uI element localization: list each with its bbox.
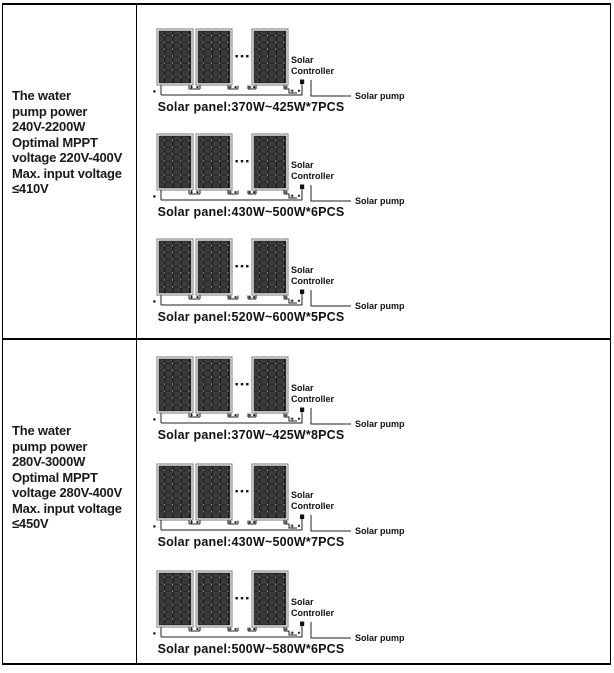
spec-line: Max. input voltage [12, 500, 122, 516]
spec-line: pump power [12, 103, 88, 119]
solar-controller-label: Controller [291, 608, 335, 618]
solar-pump-label: Solar pump [355, 633, 405, 643]
solar-pump-label: Solar pump [355, 196, 405, 206]
diagram-cell [137, 5, 610, 338]
spec-line: voltage 280V-400V [12, 485, 123, 500]
spec-line: Max. input voltage [12, 165, 122, 181]
solar-array-diagram [139, 132, 459, 225]
solar-pump-label: Solar pump [355, 526, 405, 536]
solar-controller-label: Solar [291, 55, 314, 65]
solar-array-diagram [139, 27, 459, 120]
spec-line: The water [12, 88, 71, 103]
solar-controller-label: Solar [291, 265, 314, 275]
pump-spec-text [12, 423, 132, 532]
spec-line: 240V-2200W [12, 119, 86, 134]
table-row [3, 5, 610, 340]
panel-array-label: Solar panel:500W~580W*6PCS [157, 642, 345, 656]
solar-controller-label: Solar [291, 160, 314, 170]
spec-line: ≤450V [12, 516, 49, 531]
spec-line: Optimal MPPT [12, 134, 98, 150]
panel-array-label: Solar panel:430W~500W*6PCS [157, 205, 345, 219]
spec-table [2, 3, 611, 665]
spec-line: pump power [12, 438, 88, 454]
table-row [3, 340, 610, 663]
panel-array-label: Solar panel:370W~425W*8PCS [157, 428, 345, 442]
spec-cell [3, 340, 137, 663]
pump-spec-text [12, 88, 132, 197]
solar-controller-label: Controller [291, 276, 335, 286]
diagram-cell [137, 340, 610, 663]
spec-line: 280V-3000W [12, 454, 86, 469]
solar-pump-label: Solar pump [355, 91, 405, 101]
solar-controller-label: Solar [291, 597, 314, 607]
panel-array-label: Solar panel:430W~500W*7PCS [157, 535, 345, 549]
spec-line: Optimal MPPT [12, 469, 98, 485]
solar-pump-label: Solar pump [355, 301, 405, 311]
spec-line: The water [12, 423, 71, 438]
solar-controller-label: Controller [291, 394, 335, 404]
spec-line: voltage 220V-400V [12, 150, 123, 165]
panel-array-label: Solar panel:370W~425W*7PCS [157, 100, 345, 114]
spec-cell [3, 5, 137, 338]
solar-array-diagram [139, 237, 459, 330]
solar-controller-label: Solar [291, 383, 314, 393]
solar-controller-label: Controller [291, 66, 335, 76]
solar-controller-label: Controller [291, 501, 335, 511]
solar-controller-label: Solar [291, 490, 314, 500]
panel-array-label: Solar panel:520W~600W*5PCS [157, 310, 345, 324]
solar-pump-label: Solar pump [355, 419, 405, 429]
solar-array-diagram [139, 355, 459, 448]
solar-array-diagram [139, 462, 459, 555]
solar-controller-label: Controller [291, 171, 335, 181]
spec-line: ≤410V [12, 181, 49, 196]
solar-array-diagram [139, 569, 459, 662]
